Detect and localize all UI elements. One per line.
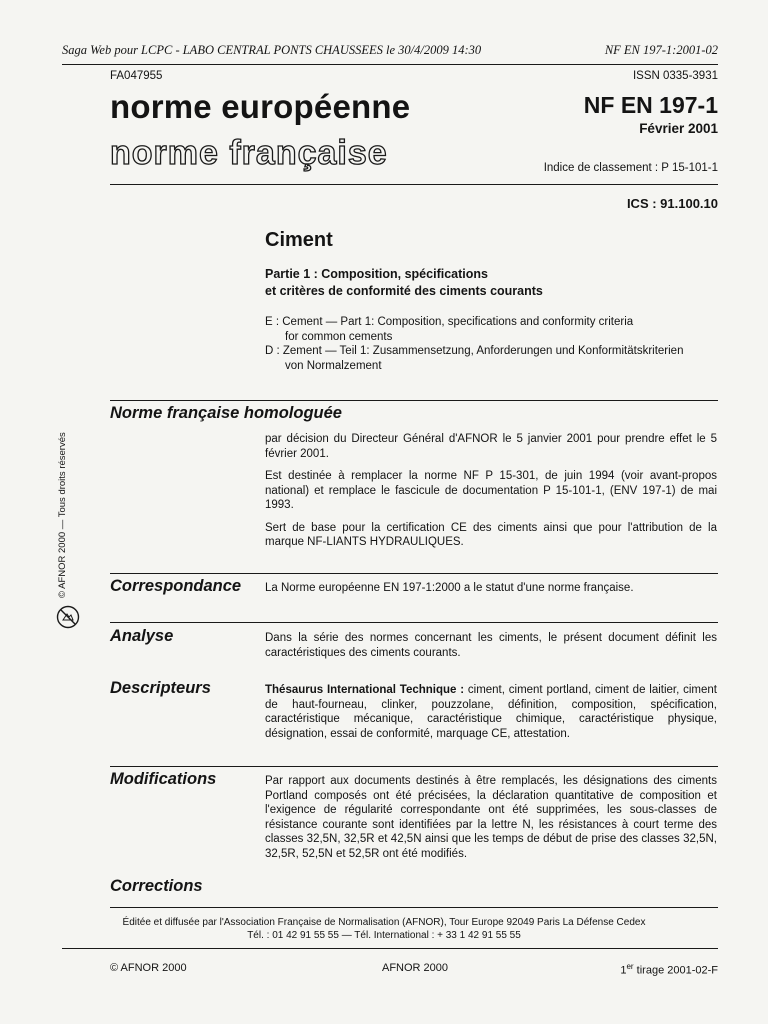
section-title-modifications: Modifications: [110, 770, 217, 788]
section-title-analyse: Analyse: [110, 627, 174, 645]
certification-note: Sert de base pour la certification CE des ciments ainsi que pour l'attribution de la marque NF-LIANTS HYDRAULIQUES.: [265, 521, 717, 548]
english-title-line2: for common cements: [285, 330, 393, 343]
translated-titles: [265, 315, 725, 373]
footer-rule: [110, 907, 718, 908]
section-body-analyse: Dans la série des normes concernant les ciments, le présent document définit les caractéristiques des ciments courants.: [265, 632, 717, 659]
ics-code: ICS : 91.100.10: [626, 196, 718, 211]
side-copyright: © AFNOR 2000 — Tous droits réservés: [57, 432, 68, 598]
german-title-line1: D : Zement — Teil 1: Zusammensetzung, Anforderungen und Konformitätskriterien: [265, 345, 684, 357]
issn: ISSN 0335-3931: [632, 70, 718, 82]
homologation-decision: par décision du Directeur Général d'AFNOR le 5 janvier 2001 pour prendre effet le 5 février 2001.: [265, 433, 717, 460]
print-run-number: 1: [620, 964, 627, 977]
replacement-note: Est destinée à remplacer la norme NF P 15-301, de juin 1994 (voir avant-propos national) et remplace le fascicule de documentation P 15-101-1, (ENV 197-1) de mai 1993.: [265, 470, 717, 511]
descriptor-keywords: ciment, ciment portland, ciment de laitier, ciment de haut-fourneau, clinker, pouzzolane, définition, composition, spécification, caractéristique mécanique, caractéristique chimique, caractéristique physique, désignation, essai de conformité, marquage CE, attestation.: [265, 684, 717, 740]
no-copy-seal-icon: [56, 605, 80, 629]
section-body-descripteurs: [265, 683, 717, 741]
fa-number: FA047955: [110, 70, 163, 82]
section-title-correspondance: Correspondance: [110, 577, 242, 595]
footer-rule-bottom: [62, 948, 718, 949]
title-rule: [110, 184, 718, 185]
part-title: [265, 266, 705, 300]
section-title-descripteurs: Descripteurs: [110, 679, 211, 697]
section-body-homologuee: [265, 432, 717, 558]
standard-number: NF EN 197-1: [583, 92, 718, 118]
part-title-line1: Partie 1 : Composition, spécifications: [265, 267, 488, 281]
classification-index: Indice de classement : P 15-101-1: [543, 162, 718, 174]
section-body-modifications: Par rapport aux documents destinés à être remplacés, les désignations des ciments Portland composés ont été précisées, la déclaration quantitative de composition et l'exigence de régularité correspondante ont été supprimées, les sous-classes de résistance courante sont identifiées par la lettre N, les résistances à court terme des classes 32,5N, 32,5R et 42,5N ainsi que les temps de début de prise des classes 32,5N, 32,5R, 52,5N et 52,5R ont été modifiés.: [265, 775, 717, 860]
german-title-line2: von Normalzement: [285, 359, 382, 372]
footer-copyright: © AFNOR 2000: [110, 962, 187, 974]
part-title-line2: et critères de conformité des ciments courants: [265, 284, 543, 298]
thesaurus-label: Thésaurus International Technique :: [265, 684, 465, 696]
section-rule-homologuee: [110, 400, 718, 401]
section-rule-correspondance: [110, 573, 718, 574]
print-run-ordinal: er: [626, 962, 634, 971]
section-title-homologuee: Norme française homologuée: [110, 404, 342, 422]
title-norme-francaise: norme française: [110, 134, 388, 172]
header-rule: [62, 64, 718, 65]
subject-title: Ciment: [265, 229, 333, 251]
publisher-phone: Tél. : 01 42 91 55 55 — Tél. International : + 33 1 42 91 55 55: [247, 930, 521, 941]
footer-print-run: [620, 962, 718, 977]
section-title-corrections: Corrections: [110, 877, 203, 895]
doc-reference: NF EN 197-1:2001-02: [604, 43, 718, 57]
section-rule-analyse: [110, 622, 718, 623]
english-title-line1: E : Cement — Part 1: Composition, specifications and conformity criteria: [265, 316, 634, 328]
title-norme-europeenne: norme européenne: [110, 88, 411, 125]
print-run-label: tirage 2001-02-F: [633, 964, 718, 977]
publisher-address: Éditée et diffusée par l'Association Française de Normalisation (AFNOR), Tour Europe 92049 Paris La Défense Cedex: [122, 917, 646, 928]
source-line: Saga Web pour LCPC - LABO CENTRAL PONTS CHAUSSEES le 30/4/2009 14:30: [62, 43, 482, 57]
section-body-correspondance: La Norme européenne EN 197-1:2000 a le statut d'une norme française.: [265, 582, 634, 594]
publication-date: Février 2001: [639, 121, 718, 136]
footer-publisher: AFNOR 2000: [382, 962, 449, 974]
section-rule-modifications: [110, 766, 718, 767]
